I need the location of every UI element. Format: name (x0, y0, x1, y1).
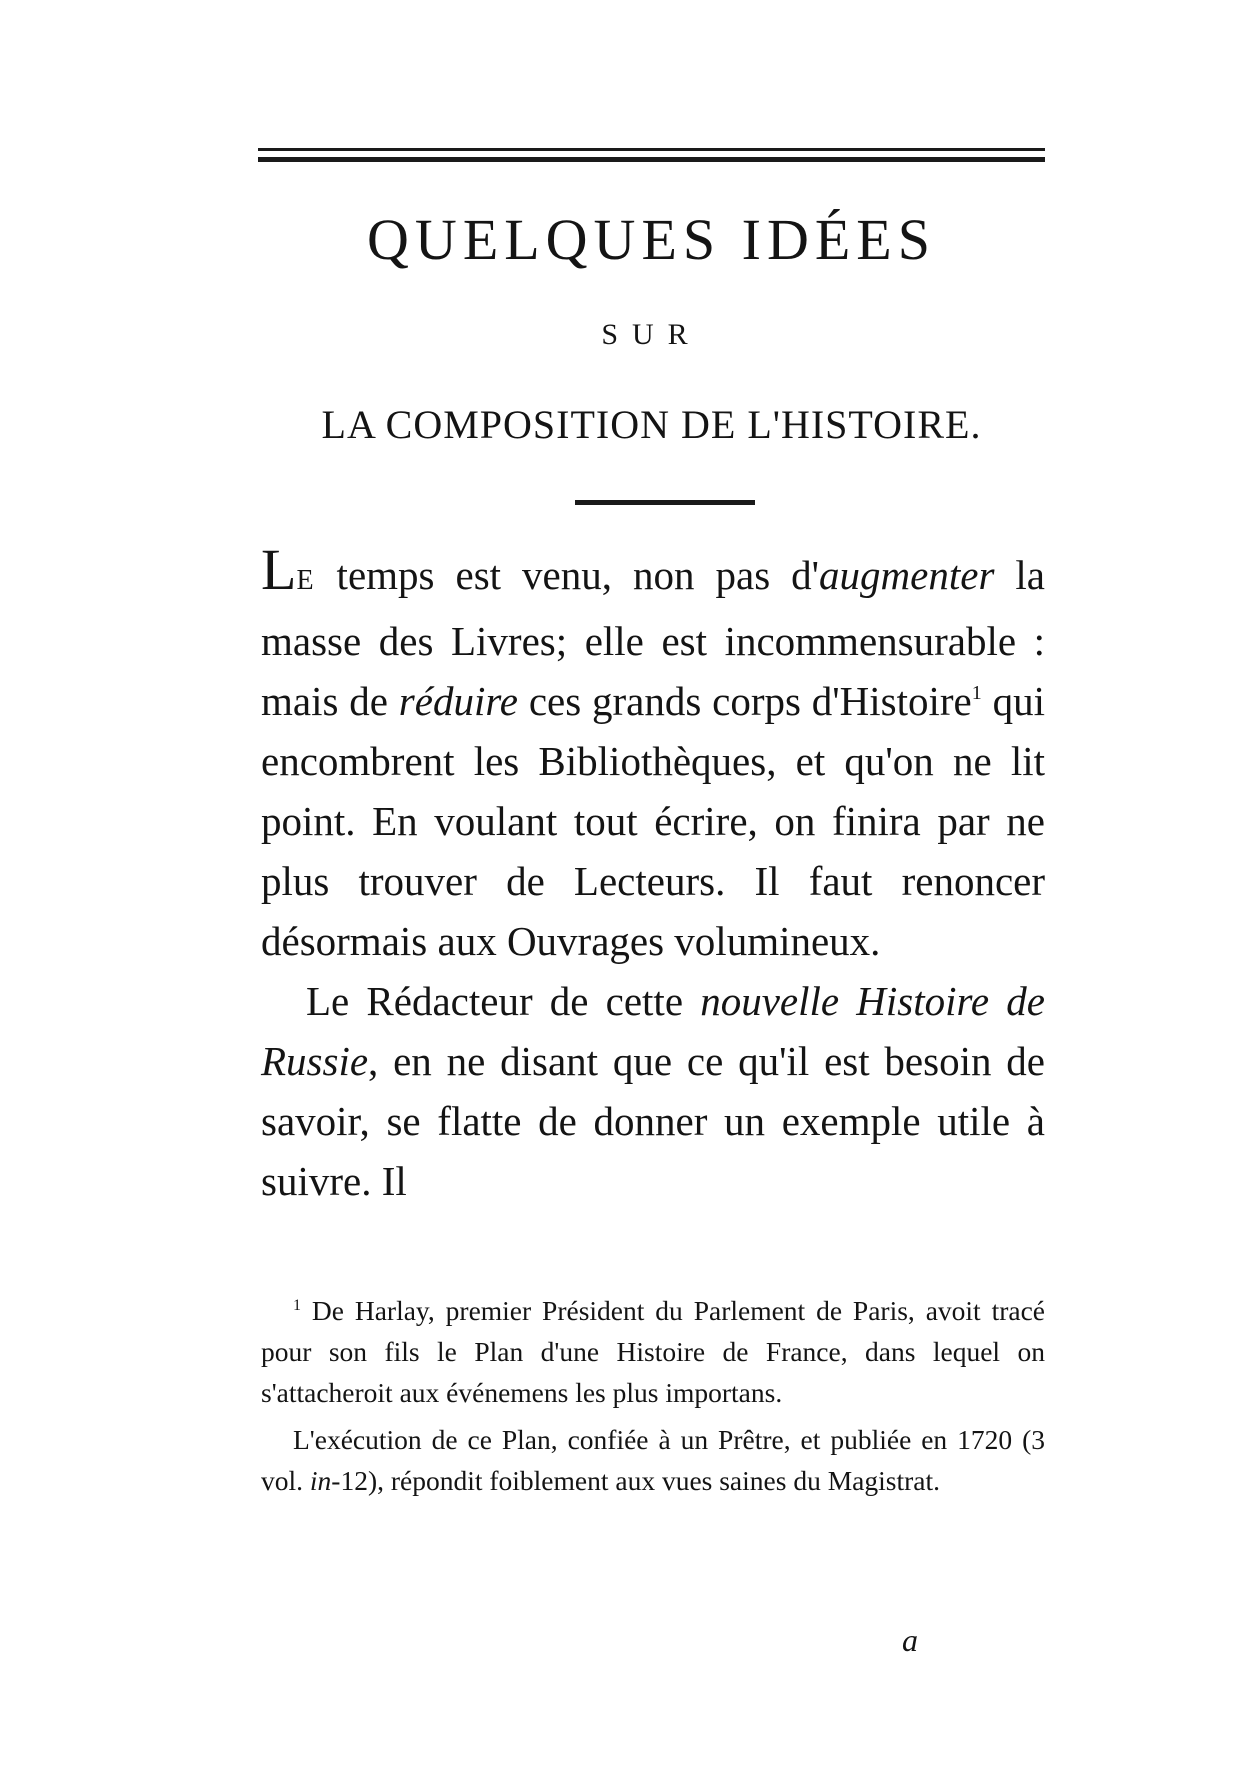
page-subtitle: LA COMPOSITION DE L'HISTOIRE. (321, 402, 982, 447)
italic-book-title: nouvelle Histoire de Russie (261, 978, 1045, 1084)
footnote-1 (261, 1290, 1045, 1413)
footnote-2-italic: in (309, 1465, 332, 1496)
paragraph-1-text-2: la masse des Livres; elle est incommensurable : mais de (261, 552, 1045, 724)
paragraph-2-text-2: , en ne disant que ce qu'il est besoin de savoir, se flatte de donner un exemple utile à suivre. Il (261, 1038, 1045, 1204)
footnote-2-text-2: -12), répondit foiblement aux vues saines du Magistrat. (331, 1465, 940, 1496)
small-cap: E (296, 565, 316, 596)
header-double-rule (258, 148, 1045, 164)
footnotes (261, 1290, 1045, 1501)
footnote-2 (261, 1419, 1045, 1501)
italic-augmenter: augmenter (819, 552, 995, 598)
paragraph-1 (261, 537, 1045, 971)
paragraph-1-text-4: qui encombrent les Bibliothèques, et qu'on ne lit point. En voulant tout écrire, on finira par ne plus trouver de Lecteurs. Il faut renoncer désormais aux Ouvrages volumineux. (261, 678, 1045, 964)
italic-reduire: réduire (398, 678, 518, 724)
title-connector: SUR (601, 318, 702, 351)
page-title: QUELQUES IDÉES (367, 207, 936, 272)
rule-thick (258, 157, 1045, 162)
rule-thin (258, 148, 1045, 151)
body-text (261, 537, 1045, 1211)
paragraph-2 (261, 971, 1045, 1211)
drop-cap: L (261, 537, 297, 602)
paragraph-1-text-1: temps est venu, non pas d' (315, 552, 820, 598)
footnote-reference: 1 (971, 682, 982, 704)
paragraph-2-text-1: Le Rédacteur de cette (306, 978, 701, 1024)
signature-mark: a (902, 1622, 918, 1658)
footnote-1-text: De Harlay, premier Président du Parlement de Paris, avoit tracé pour son fils le Plan d'une Histoire de France, dans lequel on s'attacheroit aux événemens les plus importans. (261, 1295, 1045, 1408)
footnote-2-text-1: L'exécution de ce Plan, confiée à un Prêtre, et publiée en 1720 (3 vol. (261, 1424, 1045, 1496)
section-rule (575, 500, 755, 505)
paragraph-1-text-3: ces grands corps d'Histoire (517, 678, 972, 724)
footnote-marker: 1 (293, 1297, 301, 1314)
